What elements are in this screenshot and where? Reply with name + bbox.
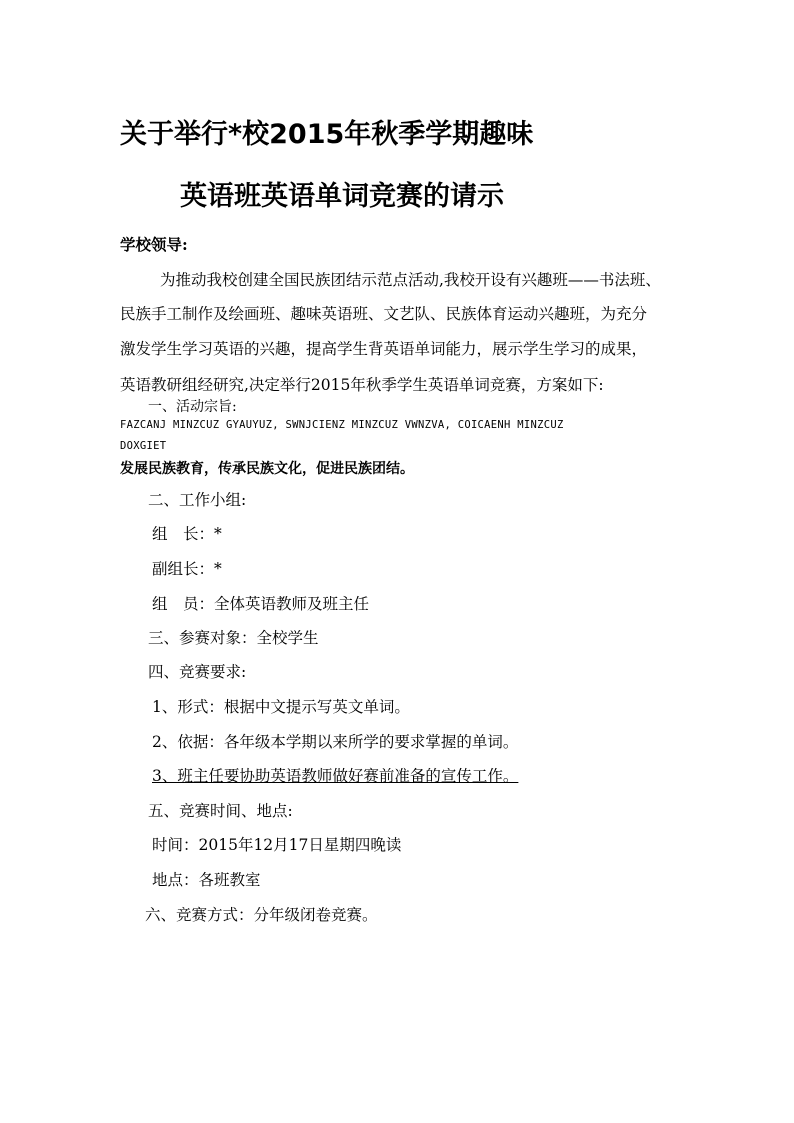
section-1-latin-line-2: DOXGIET	[120, 440, 167, 452]
intro-line-2: 民族手工制作及绘画班、趣味英语班、文艺队、民族体育运动兴趣班，为充分	[120, 305, 648, 323]
section-5-heading: 五、竞赛时间、地点:	[148, 802, 293, 820]
requirement-3: 3、班主任要协助英语教师做好赛前准备的宣传工作。	[152, 767, 519, 785]
section-1-chinese: 发展民族教育，传承民族文化，促进民族团结。	[120, 461, 414, 477]
section-2-heading: 二、工作小组:	[148, 491, 247, 509]
salutation: 学校领导:	[120, 235, 188, 254]
section-1-latin-line-1: FAZCANJ MINZCUZ GYAUYUZ, SWNJCIENZ MINZCUZ VWNZVA, COICAENH MINZCUZ	[120, 419, 564, 431]
competition-time: 时间：2015年12月17日星期四晚读	[152, 836, 402, 854]
section-6-heading: 六、竞赛方式：分年级闭卷竞赛。	[145, 906, 378, 924]
intro-line-3: 激发学生学习英语的兴趣，提高学生背英语单词能力，展示学生学习的成果，	[120, 340, 648, 358]
section-4-heading: 四、竞赛要求:	[148, 663, 247, 681]
team-members: 组 员：全体英语教师及班主任	[152, 595, 370, 613]
requirement-1: 1、形式：根据中文提示写英文单词。	[152, 698, 410, 716]
document-title-line2: 英语班英语单词竞赛的请示	[180, 181, 504, 212]
intro-line-4: 英语教研组经研究,决定举行2015年秋季学生英语单词竞赛，方案如下:	[120, 376, 604, 394]
requirement-2: 2、依据：各年级本学期以来所学的要求掌握的单词。	[152, 733, 519, 751]
competition-place: 地点：各班教室	[152, 871, 261, 889]
section-3-heading: 三、参赛对象：全校学生	[148, 629, 319, 647]
section-1-heading: 一、活动宗旨:	[148, 399, 237, 415]
team-leader: 组 长：*	[152, 525, 222, 543]
team-deputy: 副组长：*	[152, 560, 222, 578]
document-title-line1: 关于举行*校2015年秋季学期趣味	[120, 119, 534, 150]
intro-line-1: 为推动我校创建全国民族团结示范点活动,我校开设有兴趣班——书法班、	[160, 271, 661, 289]
